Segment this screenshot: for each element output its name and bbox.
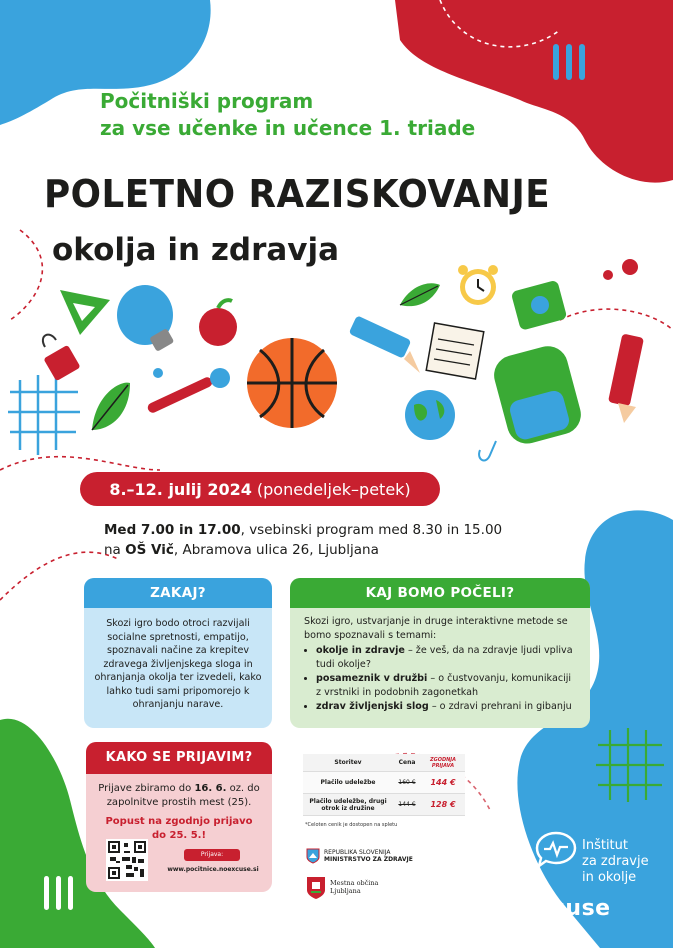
price-table — [303, 754, 465, 816]
table-row: Plačilo udeležbe, drugi otrok iz družine 144 € 128 € — [303, 794, 465, 816]
registration-deadline: Prijave zbiramo do 16. 6. oz. do zapolnitve prostih mest (25). — [98, 783, 260, 808]
backpack-icon — [490, 342, 586, 448]
page-subtitle: okolja in zdravja — [52, 232, 340, 268]
why-card — [84, 578, 272, 728]
registration-heading: KAKO SE PRIJAVIM? — [86, 742, 272, 774]
registration-card — [86, 742, 272, 892]
notepad-icon — [426, 323, 484, 379]
institute-name: Inštitut za zdravje in okolje — [582, 838, 649, 885]
ministry-logo-text: REPUBLIKA SLOVENIJA MINISTRSTVO ZA ZDRAVJE — [324, 849, 413, 863]
basketball-icon — [247, 338, 337, 428]
pencil-icon — [608, 333, 644, 423]
price-note: *Celoten cenik je dostopen na spletu — [305, 822, 398, 828]
globe-icon — [405, 390, 455, 440]
time-and-place — [104, 520, 502, 560]
binder-clip-icon — [43, 335, 81, 382]
leaf-icon — [92, 383, 130, 430]
program-time: , vsebinski program med 8.30 in 15.00 — [240, 522, 503, 538]
sharpener-icon — [511, 280, 568, 331]
topics-list — [304, 644, 576, 714]
ljubljana-coat-of-arms-icon — [306, 876, 326, 900]
why-text: Skozi igro bodo otroci razvijali socialne spretnosti, empatijo, spoznavali načine za krepitev zdravega življenjskega sloga in ohranjanja okolja ter izvedeli, kako lahko tudi sami pripomorejo k ohranjanju narave. — [94, 618, 262, 710]
activities-card — [290, 578, 590, 728]
register-button[interactable]: Prijava: — [184, 849, 240, 861]
institute-logo-icon — [534, 830, 578, 870]
date-badge — [80, 472, 440, 506]
activities-intro: Skozi igro, ustvarjanje in druge interaktivne metode se bomo spoznavali s temami: — [304, 616, 568, 641]
apple-icon — [199, 300, 237, 346]
early-discount: Popust na zgodnjo prijavo do 25. 5.! — [105, 816, 253, 841]
table-row: Storitev Cena ZGODNJA PRIJAVA — [303, 754, 465, 772]
slovenia-coat-of-arms-icon — [306, 848, 320, 864]
alarm-clock-icon — [458, 265, 498, 305]
place-prefix: na — [104, 542, 126, 558]
table-row: Plačilo udeležbe 160 € 144 € — [303, 772, 465, 794]
triangle-ruler-icon — [60, 290, 110, 335]
list-item: • posameznik v družbi – o čustvovanju, komunikaciji z vrstniki in podobnih zagonetkah — [316, 672, 576, 699]
leaf-icon — [400, 283, 440, 306]
school-name: OŠ Vič — [125, 542, 174, 558]
date-days: (ponedeljek–petek) — [256, 479, 411, 499]
activities-heading: KAJ BOMO POČELI? — [290, 578, 590, 608]
light-bulb-icon — [117, 285, 174, 352]
school-illustrations — [0, 255, 673, 475]
subtitle-line-2: za vse učenke in učence 1. triade — [100, 116, 476, 140]
subtitle — [100, 88, 475, 142]
why-heading: ZAKAJ? — [84, 578, 272, 608]
page-title: POLETNO RAZISKOVANJE — [44, 172, 551, 216]
qr-code-icon[interactable] — [106, 839, 148, 881]
list-item: • zdrav življenjski slog – o zdravi prehrani in gibanju — [316, 700, 576, 714]
city-logo-text: Mestna občina Ljubljana — [330, 879, 379, 895]
list-item: • okolje in zdravje – že veš, da na zdravje ljudi vpliva tudi okolje? — [316, 644, 576, 671]
brand-logo: noexcuse — [490, 896, 611, 921]
pencil-icon — [349, 315, 420, 373]
school-address: , Abramova ulica 26, Ljubljana — [173, 542, 379, 558]
date-range: 8.–12. julij 2024 — [109, 479, 252, 499]
subtitle-line-1: Počitniški program — [100, 89, 314, 113]
registration-url[interactable]: www.pocitnice.noexcuse.si — [167, 866, 259, 873]
time-range: Med 7.00 in 17.00 — [104, 522, 241, 538]
